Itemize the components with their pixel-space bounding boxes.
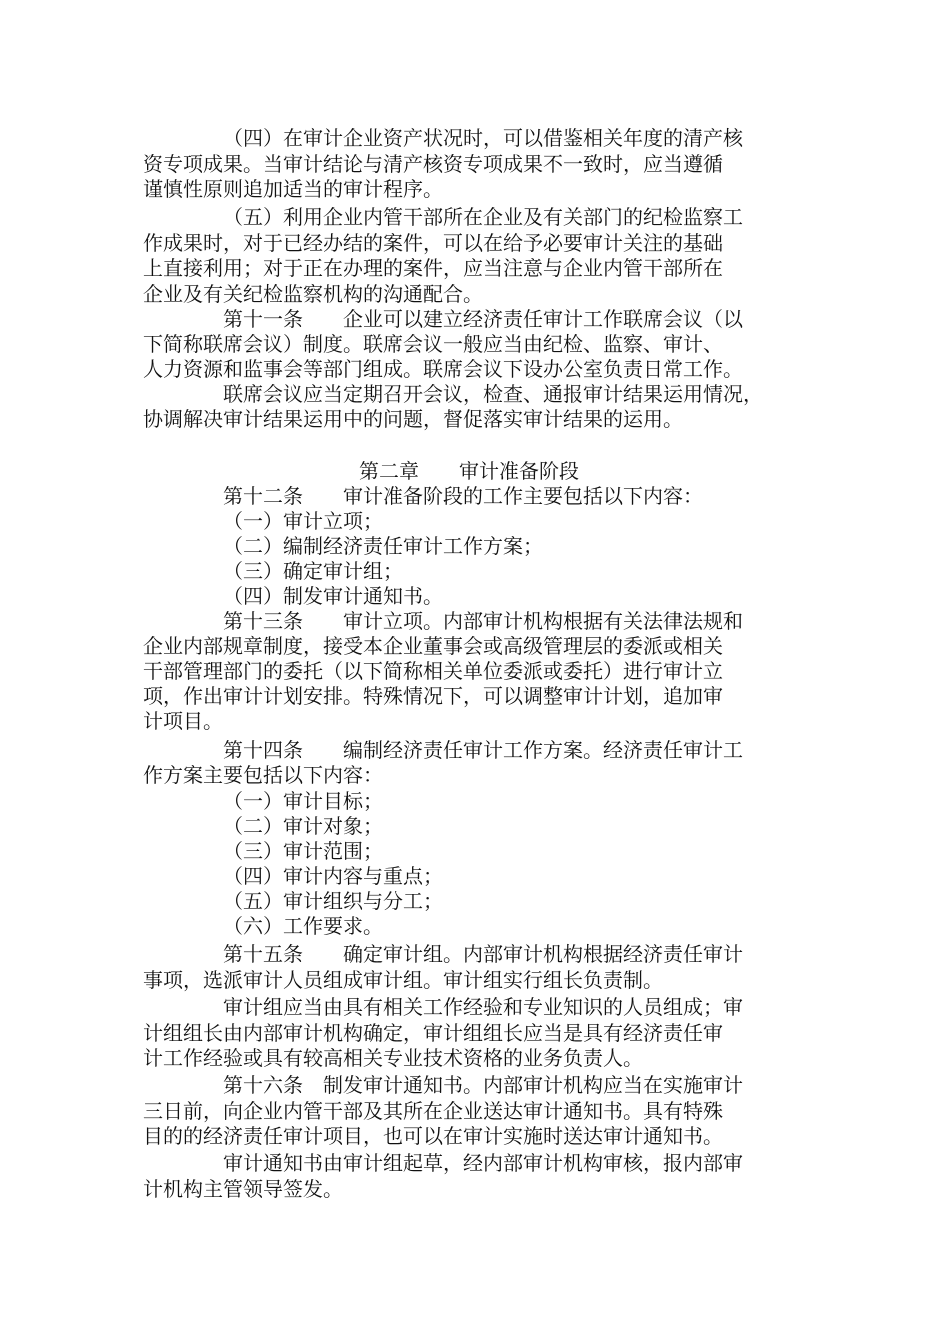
text-line: 谨慎性原则追加适当的审计程序。 [143,177,443,201]
text-line: 人力资源和监事会等部门组成。联席会议下设办公室负责日常工作。 [143,357,743,381]
text-line: 事项，选派审计人员组成审计组。审计组实行组长负责制。 [143,968,663,992]
text-line: 下简称联席会议）制度。联席会议一般应当由纪检、监察、审计、 [143,332,723,356]
text-line: 计工作经验或具有较高相关专业技术资格的业务负责人。 [143,1046,643,1070]
list-item: （二）审计对象； [223,814,383,838]
list-item: （一）审计目标； [223,789,383,813]
text-line: 协调解决审计结果运用中的问题，督促落实审计结果的运用。 [143,407,683,431]
text-line: （四）在审计企业资产状况时，可以借鉴相关年度的清产核 [223,126,743,150]
text-line: 计机构主管领导签发。 [143,1177,343,1201]
text-line: 企业及有关纪检监察机构的沟通配合。 [143,282,483,306]
article-13-line: 第十三条 审计立项。内部审计机构根据有关法律法规和 [223,609,743,633]
list-item: （六）工作要求。 [223,914,383,938]
text-line: 审计组应当由具有相关工作经验和专业知识的人员组成；审 [223,995,743,1019]
list-item: （四）审计内容与重点； [223,864,443,888]
article-12-line: 第十二条 审计准备阶段的工作主要包括以下内容： [223,484,703,508]
text-line: 计项目。 [143,709,223,733]
list-item: （一）审计立项； [223,509,383,533]
text-line: 作成果时，对于已经办结的案件，可以在给予必要审计关注的基础 [143,231,723,255]
text-line: 计组组长由内部审计机构确定，审计组组长应当是具有经济责任审 [143,1021,723,1045]
article-15-line: 第十五条 确定审计组。内部审计机构根据经济责任审计 [223,942,743,966]
text-line: 项，作出审计计划安排。特殊情况下，可以调整审计计划，追加审 [143,684,723,708]
text-line: 企业内部规章制度，接受本企业董事会或高级管理层的委派或相关 [143,634,723,658]
text-line: 联席会议应当定期召开会议，检查、通报审计结果运用情况， [223,382,763,406]
article-11-line: 第十一条 企业可以建立经济责任审计工作联席会议（以 [223,307,743,331]
text-line: 资专项成果。当审计结论与清产核资专项成果不一致时，应当遵循 [143,152,723,176]
list-item: （二）编制经济责任审计工作方案； [223,534,543,558]
text-line: 审计通知书由审计组起草，经内部审计机构审核，报内部审 [223,1151,743,1175]
text-line: 干部管理部门的委托（以下简称相关单位委派或委托）进行审计立 [143,659,723,683]
list-item: （四）制发审计通知书。 [223,584,443,608]
text-line: 目的的经济责任审计项目，也可以在审计实施时送达审计通知书。 [143,1124,723,1148]
chapter-heading: 第二章 审计准备阶段 [359,459,579,483]
text-line: 三日前，向企业内管干部及其所在企业送达审计通知书。具有特殊 [143,1099,723,1123]
list-item: （三）确定审计组； [223,559,403,583]
list-item: （三）审计范围； [223,839,383,863]
article-16-line: 第十六条 制发审计通知书。内部审计机构应当在实施审计 [223,1073,743,1097]
text-line: 上直接利用；对于正在办理的案件，应当注意与企业内管干部所在 [143,256,723,280]
text-line: （五）利用企业内管干部所在企业及有关部门的纪检监察工 [223,205,743,229]
list-item: （五）审计组织与分工； [223,889,443,913]
article-14-line: 第十四条 编制经济责任审计工作方案。经济责任审计工 [223,738,743,762]
text-line: 作方案主要包括以下内容： [143,763,383,787]
